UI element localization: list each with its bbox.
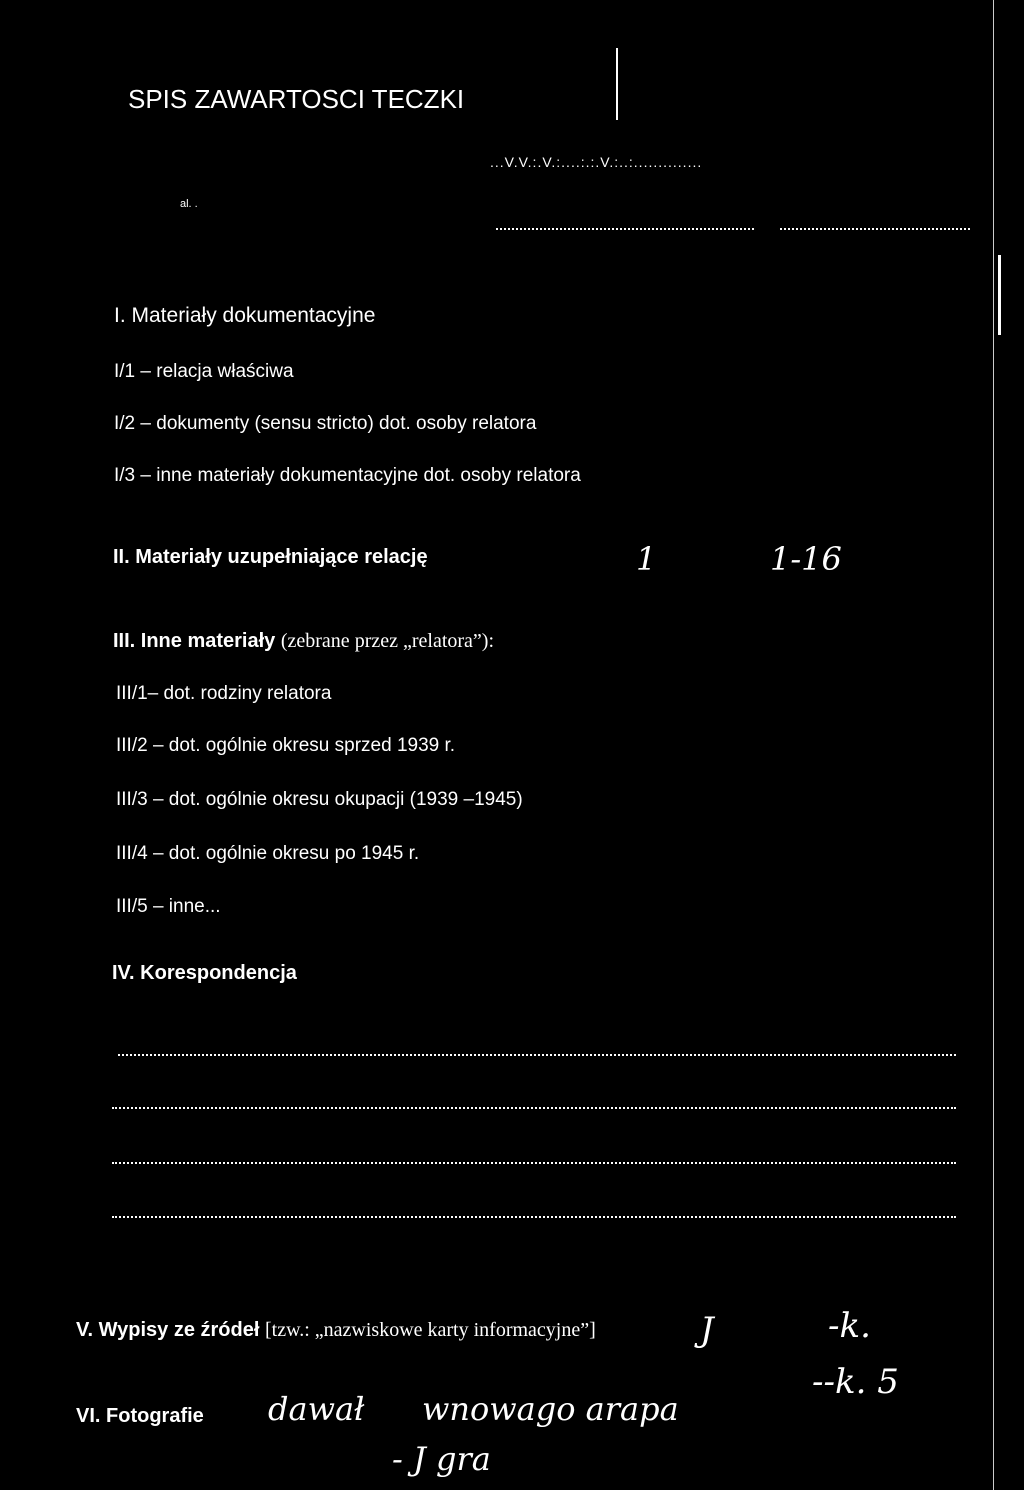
section-1-item-1: I/1 – relacja właściwa [114, 361, 294, 382]
section-4-heading: IV. Korespondencja [112, 962, 297, 984]
section-6-handwritten-2: wnowago arapa [422, 1390, 679, 1428]
section-6-handwritten-3: - J gra [392, 1440, 491, 1478]
scan-edge-line-2 [998, 255, 1001, 335]
section-4-dotted-line-3 [112, 1162, 956, 1164]
section-3-item-1: III/1– dot. rodziny relatora [116, 683, 332, 704]
section-6-handwritten-1: dawał [268, 1390, 365, 1428]
section-2-heading: II. Materiały uzupełniające relację [113, 546, 428, 568]
section-3-heading [113, 630, 494, 653]
section-6-heading: VI. Fotografie [76, 1405, 204, 1427]
section-5-heading [76, 1319, 596, 1342]
section-3-item-3: III/3 – dot. ogólnie okresu okupacji (1939 –1945) [116, 789, 523, 810]
section-3-item-4: III/4 – dot. ogólnie okresu po 1945 r. [116, 843, 420, 864]
section-2-handwritten-range: 1-16 [770, 540, 842, 578]
section-3-heading-rest: (zebrane przez „relatora”): [280, 630, 495, 652]
top-dotted-line-text: ...V.V.:.V.:....:.:.V.:..:.............. [490, 154, 703, 170]
scan-edge-line [993, 0, 994, 1490]
section-2-handwritten-count: 1 [636, 540, 657, 578]
section-5-heading-rest: [tzw.: „nazwiskowe karty informacyjne”] [264, 1319, 596, 1341]
section-3-item-2: III/2 – dot. ogólnie okresu sprzed 1939 r. [116, 735, 456, 756]
section-5-handwritten-mark: J [700, 1310, 714, 1350]
section-3-heading-bold: III. Inne materiały [113, 630, 276, 652]
section-5-handwritten-right: -k. [828, 1306, 871, 1346]
section-4-dotted-line-4 [112, 1216, 956, 1218]
title-vertical-mark [616, 48, 618, 120]
dotted-line-a [496, 228, 754, 230]
section-4-dotted-line-1 [118, 1054, 956, 1056]
section-3-item-5: III/5 – inne... [116, 896, 221, 917]
section-1-item-3: I/3 – inne materiały dokumentacyjne dot. osoby relatora [114, 465, 581, 486]
left-fragment-mark: al. . [180, 198, 198, 210]
section-1-item-2: I/2 – dokumenty (sensu stricto) dot. osoby relatora [114, 413, 537, 434]
section-5-heading-bold: V. Wypisy ze źródeł [76, 1319, 260, 1341]
section-6-handwritten-right: --k. 5 [812, 1362, 899, 1402]
dotted-line-b [780, 228, 970, 230]
page-title: SPIS ZAWARTOSCI TECZKI [128, 84, 465, 114]
section-4-dotted-line-2 [112, 1107, 956, 1109]
section-1-heading: I. Materiały dokumentacyjne [114, 304, 376, 327]
